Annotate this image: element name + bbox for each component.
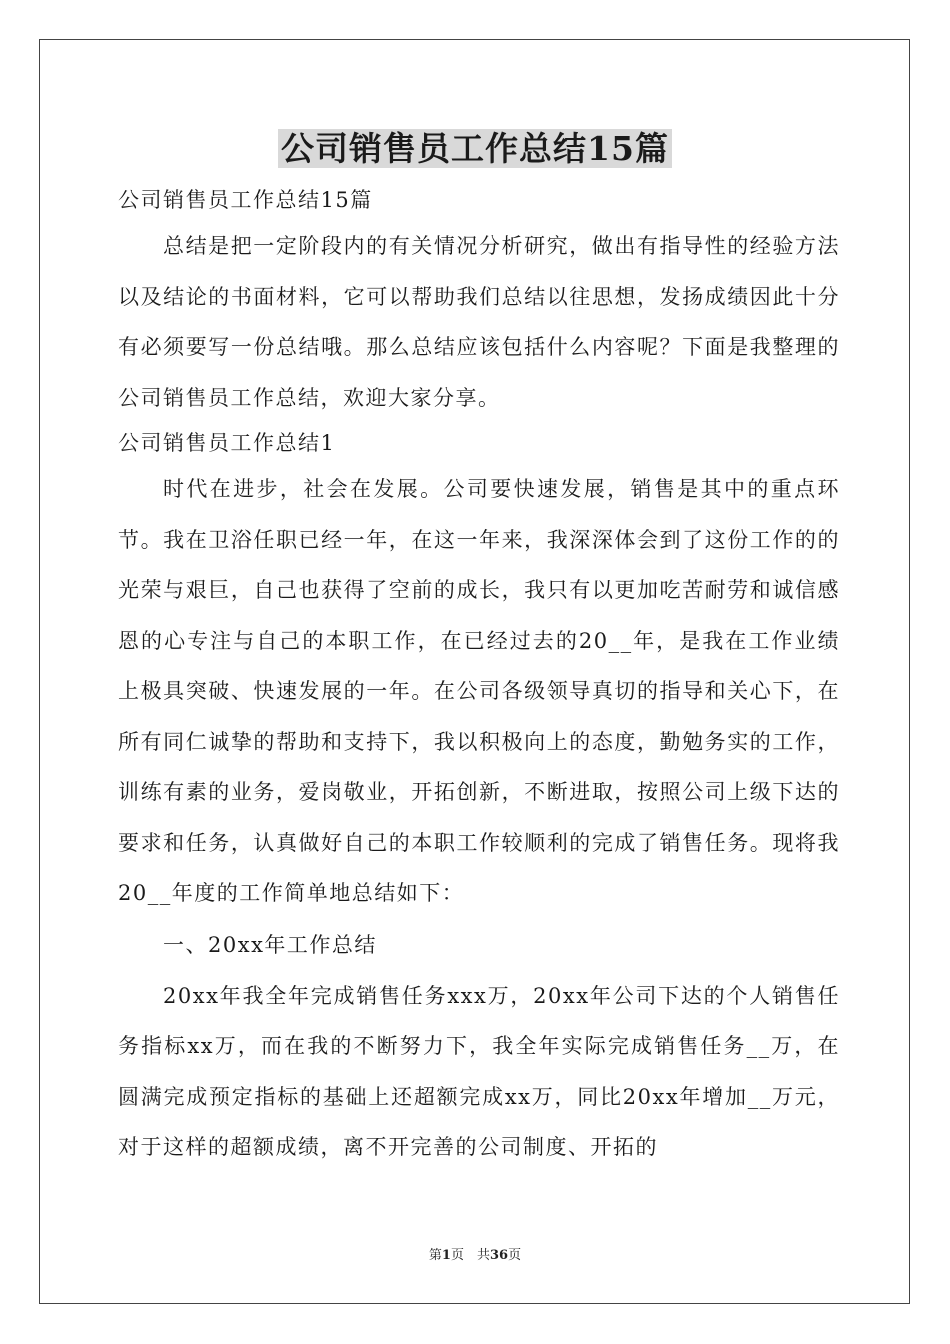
subtitle: 公司销售员工作总结15篇 [118, 188, 373, 212]
current-page-number: 1 [441, 1248, 451, 1263]
subsection-paragraph: 20xx年我全年完成销售任务xxx万，20xx年公司下达的个人销售任务指标xx万，而在我的不断努力下，我全年实际完成销售任务__万，在圆满完成预定指标的基础上还超额完成xx万，同比20xx年增加__万元，对于这样的超额成绩，离不开完善的公司制度、开拓的 [118, 983, 840, 1159]
title-text: 公司销售员工作总结15篇 [278, 129, 672, 168]
total-page-count: 36 [489, 1248, 509, 1263]
intro-paragraph: 总结是把一定阶段内的有关情况分析研究，做出有指导性的经验方法以及结论的书面材料，它可以帮助我们总结以往思想，发扬成绩因此十分有必须要写一份总结哦。那么总结应该包括什么内容呢？下面是我整理的公司销售员工作总结，欢迎大家分享。 [118, 234, 840, 410]
document-body [118, 180, 840, 1173]
footer-suffix: 页 [508, 1248, 522, 1263]
section-1-heading: 公司销售员工作总结1 [118, 431, 336, 455]
page-footer [0, 1244, 950, 1263]
document-title [0, 126, 950, 172]
footer-mid: 页 共 [450, 1248, 490, 1263]
subsection-heading: 一、20xx年工作总结 [163, 932, 377, 957]
footer-prefix: 第 [428, 1248, 442, 1263]
section-1-paragraph: 时代在进步，社会在发展。公司要快速发展，销售是其中的重点环节。我在卫浴任职已经一年，在这一年来，我深深体会到了这份工作的的光荣与艰巨，自己也获得了空前的成长，我只有以更加吃苦耐劳和诚信感恩的心专注与自己的本职工作，在已经过去的20__年，是我在工作业绩上极具突破、快速发展的一年。在公司各级领导真切的指导和关心下，在所有同仁诚挚的帮助和支持下，我以积极向上的态度，勤勉务实的工作，训练有素的业务，爱岗敬业，开拓创新，不断进取，按照公司上级下达的要求和任务，认真做好自己的本职工作较顺利的完成了销售任务。现将我20__年度的工作简单地总结如下： [118, 477, 840, 905]
